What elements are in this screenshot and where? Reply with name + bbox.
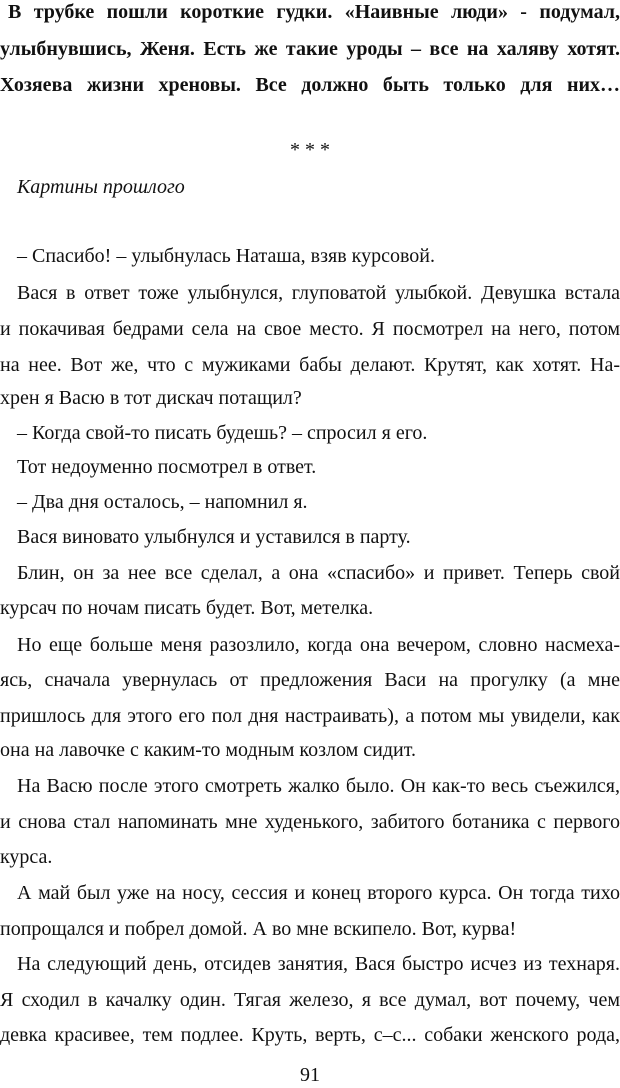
text-line-25: попрощался и побрел домой. А во мне вскипело. Вот, курва! (0, 918, 517, 940)
text-line-16: курсач по ночам писать будет. Вот, метелка. (0, 597, 374, 619)
text-line-1: В трубке пошли короткие гудки. «Наивные люди» - подумал, (8, 1, 620, 23)
text-line-12: Тот недоуменно посмотрел в ответ. (17, 456, 317, 478)
text-line-2: улыбнувшись, Женя. Есть же такие уроды – все на халяву хотят. (0, 38, 620, 60)
text-line-10: хрен я Васю в тот дискач потащил? (0, 387, 302, 409)
text-line-27: Я сходил в качалку один. Тягая железо, я все думал, вот почему, чем (0, 989, 620, 1011)
text-line-19: пришлось для этого его пол дня настраивать), а потом мы увидели, как (0, 705, 620, 727)
text-line-9: на нее. Вот же, что с мужиками бабы делают. Крутят, как хотят. На- (0, 354, 620, 376)
text-line-8: и покачивая бедрами села на свое место. Я посмотрел на него, потом (0, 318, 620, 340)
section-title: Картины прошлого (17, 176, 185, 198)
text-line-22: и снова стал напоминать мне худенького, забитого ботаника с первого (0, 811, 620, 833)
text-line-26: На следующий день, отсидев занятия, Вася быстро исчез из технаря. (17, 953, 620, 975)
text-line-15: Блин, он за нее все сделал, а она «спасибо» и привет. Теперь свой (17, 562, 620, 584)
text-line-21: На Васю после этого смотреть жалко было. Он как-то весь съежился, (17, 775, 620, 797)
text-line-6: – Спасибо! – улыбнулась Наташа, взяв курсовой. (17, 245, 435, 267)
text-line-20: она на лавочке с каким-то модным козлом сидит. (0, 739, 416, 761)
text-line-14: Вася виновато улыбнулся и уставился в парту. (17, 526, 411, 548)
text-line-17: Но еще больше меня разозлило, когда она вечером, словно насмеха- (17, 634, 620, 656)
text-line-23: курса. (0, 846, 53, 868)
text-line-18: ясь, сначала увернулась от предложения Васи на прогулку (а мне (0, 669, 620, 691)
text-line-3: Хозяева жизни хреновы. Все должно быть только для них… (0, 74, 620, 96)
text-line-13: – Два дня осталось, – напомнил я. (17, 491, 308, 513)
text-line-7: Вася в ответ тоже улыбнулся, глуповатой улыбкой. Девушка встала (17, 282, 620, 304)
text-line-24: А май был уже на носу, сессия и конец второго курса. Он тогда тихо (17, 882, 620, 904)
text-line-28: девка красивее, тем подлее. Круть, верть, с–с... собаки женского рода, (0, 1024, 620, 1046)
page-number: 91 (300, 1064, 320, 1086)
text-line-11: – Когда свой-то писать будешь? – спросил я его. (17, 422, 428, 444)
section-separator: * * * (290, 139, 330, 161)
